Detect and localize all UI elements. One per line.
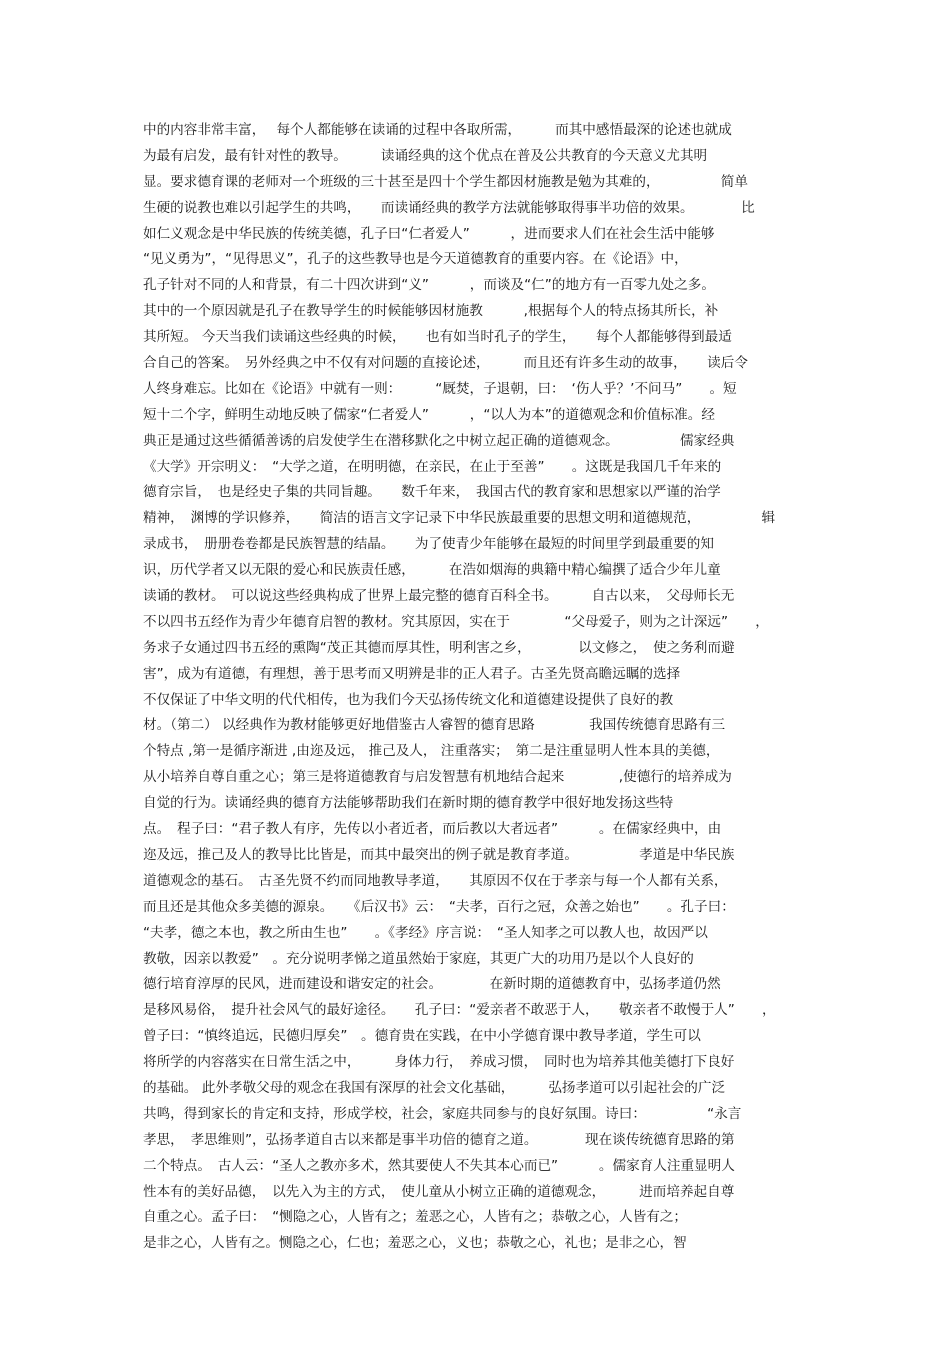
text-line: 将所学的内容落实在日常生活之中， 身体力行， 养成习惯， 同时也为培养其他美德打下良好 bbox=[143, 1054, 735, 1071]
text-line: 显。要求德育课的老师对一个班级的三十甚至是四十个学生都因材施教是勉为其难的， 简单 bbox=[143, 173, 748, 190]
text-line: 短十二个字，鲜明生动地反映了儒家“仁者爱人” ，“以人为本”的道德观念和价值标准。经 bbox=[143, 406, 715, 423]
text-line: 务求子女通过四书五经的熏陶“茂正其德而厚其性，明利害之乡， 以文修之， 使之务利而避 bbox=[143, 639, 735, 656]
text-line: 是移风易俗， 提升社会风气的最好途径。 孔子曰：“爱亲者不敢恶于人， 敬亲者不敢慢于人” ， bbox=[143, 1002, 776, 1019]
text-line: 材。（第二） 以经典作为教材能够更好地借鉴古人睿智的德育思路 我国传统德育思路有三 bbox=[143, 717, 726, 734]
body-text bbox=[143, 118, 815, 1257]
text-line: 的基础。 此外孝敬父母的观念在我国有深厚的社会文化基础， 弘扬孝道可以引起社会的广泛 bbox=[143, 1079, 726, 1096]
text-line: 读诵的教材。 可以说这些经典构成了世界上最完整的德育百科全书。 自古以来， 父母师长无 bbox=[143, 588, 735, 605]
text-line: 曾子曰：“慎终追远，民德归厚矣” 。德育贵在实践，在中小学德育课中教导孝道，学生可以 bbox=[143, 1028, 701, 1045]
text-line: 合自己的答案。 另外经典之中不仅有对问题的直接论述， 而且还有许多生动的故事， 读后令 bbox=[143, 355, 748, 372]
text-line: 性本有的美好品德， 以先入为主的方式， 使儿童从小树立正确的道德观念， 进而培养起自尊 bbox=[143, 1183, 735, 1200]
text-line: 德育宗旨， 也是经史子集的共同旨趣。 数千年来， 我国古代的教育家和思想家以严谨的治学 bbox=[143, 484, 721, 501]
text-line: 孔子针对不同的人和背景，有二十四次讲到“义” ，而谈及“仁”的地方有一百零九处之多。 bbox=[143, 277, 715, 294]
text-line: 共鸣，得到家长的肯定和支持，形成学校，社会，家庭共同参与的良好氛围。诗曰： “永言 bbox=[143, 1105, 742, 1122]
text-line: 《大学》开宗明义： “大学之道，在明明德，在亲民，在止于至善” 。这既是我国几千年来的 bbox=[143, 458, 722, 475]
text-line: 如仁义观念是中华民族的传统美德，孔子曰“仁者爱人” ，进而要求人们在社会生活中能够 bbox=[143, 225, 715, 242]
text-line: 二个特点。 古人云：“圣人之教亦多术，然其要使人不失其本心而已” 。儒家育人注重显明人 bbox=[143, 1157, 735, 1174]
text-line: 中的内容非常丰富， 每个人都能够在读诵的过程中各取所需， 而其中感悟最深的论述也就成 bbox=[143, 122, 732, 138]
text-line: 个特点 ,第一是循序渐进 ,由迩及远， 推己及人， 注重落实； 第二是注重显明人性本具的美德， bbox=[143, 743, 720, 760]
text-line: 其中的一个原因就是孔子在教导学生的时候能够因材施教 ,根据每个人的特点扬其所长，补 bbox=[143, 303, 719, 320]
text-line: 孝思， 孝思维则”，弘扬孝道自古以来都是事半功倍的德育之道。 现在谈传统德育思路的第 bbox=[143, 1131, 735, 1148]
text-line: 自重之心。孟子曰： “恻隐之心，人皆有之；羞恶之心，人皆有之；恭敬之心，人皆有之； bbox=[143, 1209, 687, 1226]
text-line: 识，历代学者又以无限的爱心和民族责任感， 在浩如烟海的典籍中精心编撰了适合少年儿童 bbox=[143, 562, 721, 579]
text-line: 教敬，因亲以教爱” 。充分说明孝悌之道虽然始于家庭，其更广大的功用乃是以个人良好的 bbox=[143, 950, 694, 967]
text-line: 害”，成为有道德，有理想，善于思考而又明辨是非的正人君子。古圣先贤高瞻远瞩的选择 bbox=[143, 665, 681, 682]
text-line: 迩及远，推己及人的教导比比皆是，而其中最突出的例子就是教育孝道。 孝道是中华民族 bbox=[143, 846, 735, 863]
text-line: “见义勇为”，“见得思义”，孔子的这些教导也是今天道德教育的重要内容。在《论语》中， bbox=[143, 251, 688, 268]
text-line: 不仅保证了中华文明的代代相传，也为我们今天弘扬传统文化和道德建设提供了良好的教 bbox=[143, 691, 674, 708]
text-line: 生硬的说教也难以引起学生的共鸣， 而读诵经典的教学方法就能够取得事半功倍的效果。 比 bbox=[143, 199, 755, 216]
text-line: 是非之心，人皆有之。恻隐之心，仁也；羞恶之心，义也；恭敬之心，礼也；是非之心，智 bbox=[143, 1235, 687, 1252]
text-line: 人终身难忘。比如在《论语》中就有一则： “厩焚，子退朝，曰： ‘伤人乎？’不问马” 。短 bbox=[143, 380, 737, 397]
text-line: 其所短。 今天当我们读诵这些经典的时候， 也有如当时孔子的学生， 每个人都能够得到最适 bbox=[143, 329, 732, 346]
text-line: 而且还是其他众多美德的源泉。 《后汉书》云： “夫孝，百行之冠，众善之始也” 。孔子曰： bbox=[143, 898, 735, 915]
text-line: 精神， 渊博的学识修养， 简洁的语言文字记录下中华民族最重要的思想文明和道德规范， 辑 bbox=[143, 510, 776, 527]
text-line: 录成书， 册册卷卷都是民族智慧的结晶。 为了使青少年能够在最短的时间里学到最重要的知 bbox=[143, 536, 714, 553]
text-line: 不以四书五经作为青少年德育启智的教材。究其原因，实在于 “父母爱子，则为之计深远” ， bbox=[143, 613, 769, 630]
text-line: 德行培育淳厚的民风，进而建设和谐安定的社会。 在新时期的道德教育中，弘扬孝道仍然 bbox=[143, 976, 721, 993]
text-line: 为最有启发，最有针对性的教导。 读诵经典的这个优点在普及公共教育的今天意义尤其明 bbox=[143, 147, 708, 164]
text-line: 典正是通过这些循循善诱的启发使学生在潜移默化之中树立起正确的道德观念。 儒家经典 bbox=[143, 432, 735, 449]
text-line: 点。 程子曰：“君子教人有序，先传以小者近者，而后教以大者远者” 。在儒家经典中，由 bbox=[143, 821, 722, 838]
text-line: 从小培养自尊自重之心；第三是将道德教育与启发智慧有机地结合起来 ,使德行的培养成为 bbox=[143, 769, 732, 786]
text-line: 自觉的行为。读诵经典的德育方法能够帮助我们在新时期的德育教学中很好地发扬这些特 bbox=[143, 795, 674, 812]
text-line: “夫孝，德之本也，教之所由生也” 。《孝经》序言说： “圣人知孝之可以教人也，故因严以 bbox=[143, 924, 708, 941]
text-line: 道德观念的基石。 古圣先贤不约而同地教导孝道， 其原因不仅在于孝亲与每一个人都有关系， bbox=[143, 872, 728, 889]
